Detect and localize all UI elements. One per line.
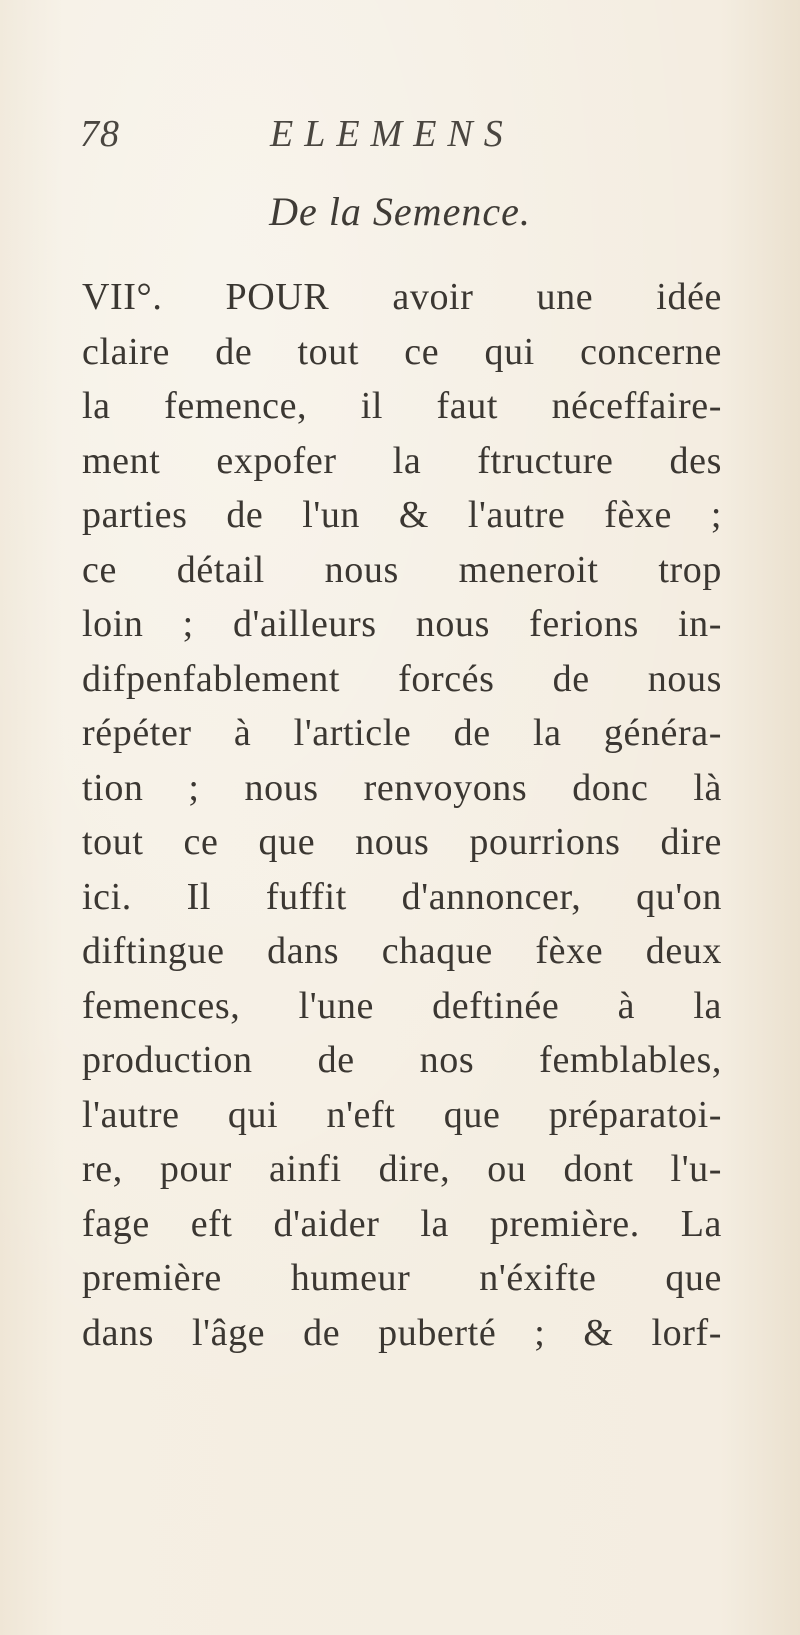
- text-line: production de nos femblables,: [82, 1039, 722, 1081]
- text-line: ici. Il fuffit d'annoncer, qu'on: [82, 875, 722, 918]
- text-line: ce détail nous meneroit trop: [82, 548, 722, 591]
- page-header: [80, 112, 720, 168]
- text-line: première humeur n'éxifte que: [82, 1257, 722, 1299]
- text-line: femences, l'une deftinée à la: [82, 984, 722, 1027]
- text-line: claire de tout ce qui concerne: [82, 330, 722, 373]
- text-line: dans l'âge de puberté ; & lorf-: [82, 1311, 722, 1354]
- text-line: fage eft d'aider la première. La: [82, 1202, 722, 1245]
- section-title: De la Semence.: [269, 189, 531, 234]
- page-number: 78: [80, 113, 120, 155]
- text-line: répéter à l'article de la généra-: [82, 712, 722, 754]
- text-line: VII°. POUR avoir une idée: [82, 276, 722, 318]
- text-line: tion ; nous renvoyons donc là: [82, 766, 722, 809]
- text-line: difpenfablement forcés de nous: [82, 657, 722, 700]
- text-line: l'autre qui n'eft que préparatoi-: [82, 1093, 722, 1136]
- running-head: ELEMENS: [270, 113, 514, 155]
- text-line: diftingue dans chaque fèxe deux: [82, 930, 722, 972]
- text-line: ment expofer la ftructure des: [82, 439, 722, 482]
- text-line: la femence, il faut néceffaire-: [82, 385, 722, 427]
- text-line: loin ; d'ailleurs nous ferions in-: [82, 603, 722, 645]
- body-text: [82, 270, 722, 1360]
- text-line: parties de l'un & l'autre fèxe ;: [82, 494, 722, 536]
- text-line: tout ce que nous pourrions dire: [82, 821, 722, 863]
- text-line: re, pour ainfi dire, ou dont l'u-: [82, 1148, 722, 1190]
